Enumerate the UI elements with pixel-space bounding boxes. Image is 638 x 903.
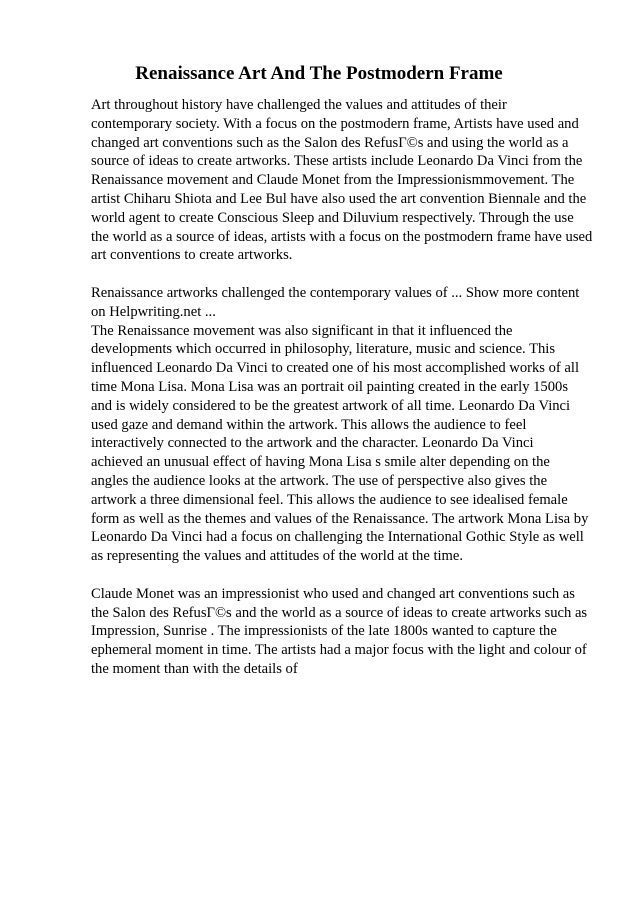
text-line: artwork a three dimensional feel. This allows the audience to see idealised female	[91, 491, 568, 508]
text-line: and is widely considered to be the greatest artwork of all time. Leonardo Da Vinci	[91, 397, 571, 414]
text-line: time Mona Lisa. Mona Lisa was an portrait oil painting created in the early 1500s	[91, 378, 569, 395]
text-line: Impression, Sunrise . The impressionists of the late 1800s wanted to capture the	[91, 623, 557, 640]
text-line: achieved an unusual effect of having Mona Lisa s smile alter depending on the	[91, 454, 550, 471]
text-line: used gaze and demand within the artwork. This allows the audience to feel	[91, 416, 527, 433]
text-line: developments which occurred in philosophy, literature, music and science. This	[91, 341, 556, 358]
text-line: influenced Leonardo Da Vinci to created one of his most accomplished works of all	[91, 360, 579, 377]
text-line: the world as a source of ideas, artists with a focus on the postmodern frame have used	[91, 228, 593, 245]
text-line: the moment than with the details of	[91, 660, 298, 677]
text-line: artist Chiharu Shiota and Lee Bul have also used the art convention Biennale and the	[91, 190, 587, 207]
paragraph-show-more	[91, 284, 631, 322]
text-line: The Renaissance movement was also significant in that it influenced the	[91, 322, 513, 339]
text-line: angles the audience looks at the artwork. The use of perspective also gives the	[91, 472, 548, 489]
text-line: world agent to create Conscious Sleep and Diluvium respectively. Through the use	[91, 209, 574, 226]
text-line: on Helpwriting.net ...	[91, 303, 216, 320]
text-line: Claude Monet was an impressionist who used and changed art conventions such as	[91, 585, 575, 602]
text-line: Art throughout history have challenged the values and attitudes of their	[91, 97, 507, 113]
text-line: changed art conventions such as the Salon des RefusГ©s and using the world as a	[91, 134, 569, 151]
paragraph-renaissance	[91, 322, 631, 566]
text-line: Renaissance artworks challenged the contemporary values of ... Show more content	[91, 284, 580, 301]
text-line: as representing the values and attitudes of the world at the time.	[91, 548, 464, 565]
document-title: Renaissance Art And The Postmodern Frame	[135, 63, 503, 84]
text-line: ephemeral moment in time. The artists had a major focus with the light and colour of	[91, 642, 587, 659]
text-line: contemporary society. With a focus on the postmodern frame, Artists have used and	[91, 115, 579, 132]
paragraph-intro	[91, 96, 631, 265]
text-line: art conventions to create artworks.	[91, 247, 293, 264]
document-body	[91, 96, 631, 679]
text-line: Renaissance movement and Claude Monet from the Impressionismmovement. The	[91, 172, 575, 189]
text-line: interactively connected to the artwork and the character. Leonardo Da Vinci	[91, 435, 534, 452]
text-line: the Salon des RefusГ©s and the world as a source of ideas to create artworks such as	[91, 604, 588, 621]
text-line: Leonardo Da Vinci had a focus on challenging the International Gothic Style as well	[91, 529, 584, 546]
text-line: form as well as the themes and values of the Renaissance. The artwork Mona Lisa by	[91, 510, 589, 527]
text-line: source of ideas to create artworks. These artists include Leonardo Da Vinci from the	[91, 153, 583, 170]
paragraph-monet	[91, 585, 631, 679]
